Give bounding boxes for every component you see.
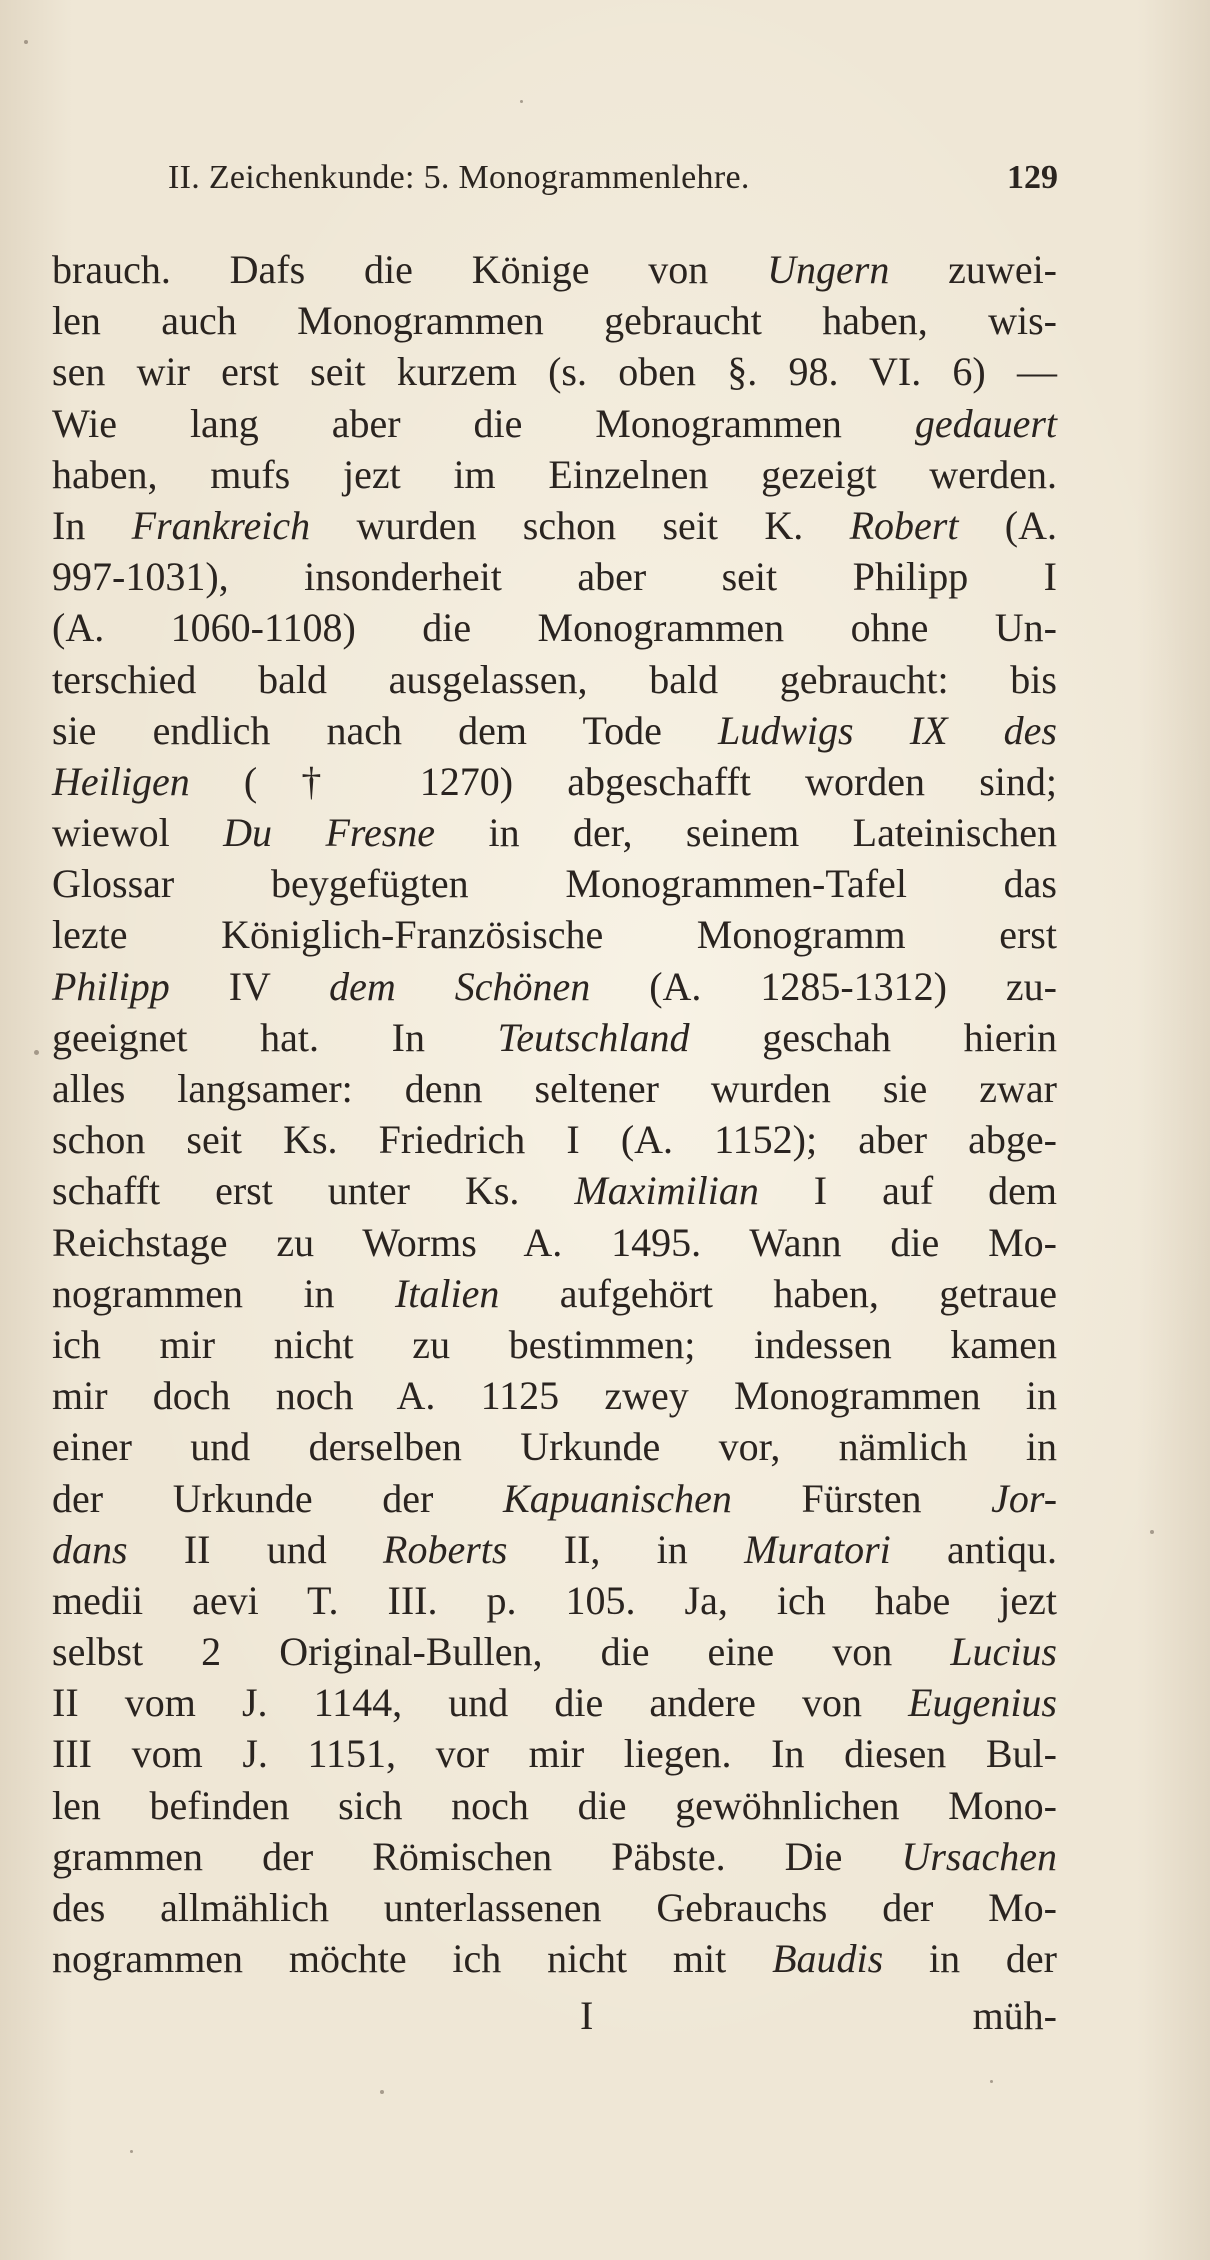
text-run: brauch. Dafs die Könige von [52, 247, 768, 292]
italic-text: Maximilian [574, 1168, 759, 1214]
text-line [52, 1217, 1057, 1268]
text-run: terschied bald ausgelassen, bald gebraucht: bis [52, 656, 1057, 702]
text-line [52, 1473, 1057, 1524]
text-run: II vom J. 1144, und die andere von [52, 1680, 909, 1726]
text-run: wurden schon seit K. [310, 502, 850, 548]
italic-text: Philipp [52, 963, 170, 1009]
italic-text: Italien [394, 1270, 500, 1316]
text-run: zuwei- [889, 247, 1057, 292]
text-run: wiewol [52, 810, 224, 856]
text-run: einer und derselben Urkunde vor, nämlich in [52, 1424, 1057, 1470]
text-line [52, 1012, 1057, 1063]
text-line [52, 449, 1057, 500]
paper-speck [380, 2090, 384, 2094]
text-line [52, 1063, 1057, 1114]
italic-text: Eugenius [908, 1680, 1057, 1726]
text-run: aufgehört haben, getraue [499, 1270, 1058, 1316]
text-run: II, in [507, 1526, 745, 1572]
text-line [52, 1728, 1057, 1779]
text-line [52, 654, 1057, 705]
text-run: antiqu. [890, 1526, 1058, 1572]
text-run: 997-1031), insonderheit aber seit Philipp I [52, 554, 1057, 600]
text-line [52, 1831, 1057, 1882]
text-run: (A. [958, 502, 1058, 548]
text-run: Wie lang aber die Monogrammen [52, 400, 915, 446]
text-line [52, 346, 1057, 397]
page-footer [52, 1990, 1057, 2041]
text-line [52, 756, 1057, 807]
text-run: (A. 1285-1312) zu- [590, 963, 1057, 1009]
text-line [52, 858, 1057, 909]
italic-text: Frankreich [131, 502, 311, 548]
text-run: in der [883, 1936, 1058, 1982]
italic-text: Ludwigs IX des [718, 707, 1057, 753]
text-run: alles langsamer: denn seltener wurden sie zwar [52, 1066, 1057, 1111]
text-run: mir doch noch A. 1125 zwey Monogrammen in [52, 1373, 1057, 1419]
text-run: I auf dem [758, 1168, 1058, 1214]
text-run: der Urkunde der [52, 1475, 504, 1521]
text-run: geeignet hat. In [52, 1014, 498, 1060]
text-run: des allmählich unterlassenen Gebrauchs der Mo- [52, 1885, 1057, 1930]
text-line [52, 1524, 1057, 1575]
catchword: müh- [972, 1993, 1057, 2038]
text-run: Fürsten [731, 1475, 992, 1521]
text-line [52, 1421, 1057, 1472]
body-text [52, 244, 1057, 1984]
text-run: grammen der Römischen Päbste. Die [52, 1833, 902, 1879]
text-line [52, 1165, 1057, 1216]
italic-text: Kapuanischen [503, 1475, 732, 1521]
text-run: selbst 2 Original-Bullen, die eine von [52, 1629, 951, 1675]
italic-text: Muratori [744, 1526, 891, 1572]
italic-text: Roberts [383, 1526, 508, 1572]
paper-speck [130, 2150, 133, 2153]
text-run: sie endlich nach dem Tode [52, 707, 718, 753]
text-line [52, 551, 1057, 602]
text-run: ich mir nicht zu bestimmen; indessen kamen [52, 1321, 1057, 1367]
running-title: II. Zeichenkunde: 5. Monogrammenlehre. [168, 159, 750, 196]
text-run: schon seit Ks. Friedrich I (A. 1152); aber abge- [52, 1117, 1057, 1163]
text-line [52, 1626, 1057, 1677]
text-line [52, 909, 1057, 960]
italic-text: dans [52, 1526, 128, 1572]
italic-text: Du Fresne [223, 810, 436, 856]
italic-text: Ungern [767, 247, 890, 292]
text-line [52, 1575, 1057, 1626]
text-run: Glossar beygefügten Monogrammen-Tafel das [52, 861, 1057, 907]
page-number: 129 [1007, 159, 1058, 196]
paper-speck [520, 100, 523, 103]
text-run: in der, seinem Lateinischen [435, 810, 1057, 856]
text-run: medii aevi T. III. p. 105. Ja, ich habe jezt [52, 1577, 1057, 1623]
italic-text: Baudis [772, 1936, 884, 1982]
italic-text: Jor- [991, 1475, 1058, 1521]
paper-speck [1150, 1530, 1154, 1534]
text-line [52, 807, 1057, 858]
paper-speck [24, 40, 28, 44]
text-line [52, 244, 1057, 295]
text-line [52, 1780, 1057, 1831]
text-run: IV [169, 963, 330, 1009]
italic-text: Teutschland [497, 1014, 690, 1060]
italic-text: gedauert [914, 400, 1057, 446]
text-line [52, 295, 1057, 346]
text-run: In [52, 502, 132, 548]
text-line [52, 705, 1057, 756]
paper-speck [34, 1050, 39, 1055]
text-run: (A. 1060-1108) die Monogrammen ohne Un- [52, 605, 1057, 651]
text-run: lezte Königlich-Französische Monogramm erst [52, 912, 1057, 958]
text-line [52, 1882, 1057, 1933]
italic-text: Robert [849, 502, 959, 548]
text-line [52, 500, 1057, 551]
italic-text: Heiligen [52, 758, 190, 804]
text-run: len auch Monogrammen gebraucht haben, wis- [52, 298, 1057, 344]
italic-text: Ursachen [901, 1833, 1057, 1879]
signature-mark: I [580, 1993, 594, 2038]
text-line [52, 1370, 1057, 1421]
text-line [52, 1933, 1057, 1984]
paper-speck [990, 2080, 993, 2083]
text-line [52, 1677, 1057, 1728]
text-run: III vom J. 1151, vor mir liegen. In diesen Bul- [52, 1731, 1057, 1777]
text-run: († 1270) abgeschafft worden sind; [189, 758, 1057, 804]
text-run: II und [127, 1526, 384, 1572]
text-run: len befinden sich noch die gewöhnlichen Mono- [52, 1782, 1057, 1828]
text-line [52, 1268, 1057, 1319]
italic-text: dem Schönen [329, 963, 591, 1009]
italic-text: Lucius [950, 1629, 1057, 1675]
text-run: schafft erst unter Ks. [52, 1168, 575, 1214]
text-run: haben, mufs jezt im Einzelnen gezeigt werden. [52, 451, 1057, 497]
text-line [52, 1319, 1057, 1370]
text-run: nogrammen in [52, 1270, 395, 1316]
text-line [52, 961, 1057, 1012]
text-line [52, 398, 1057, 449]
text-line [52, 602, 1057, 653]
running-header [168, 152, 1058, 204]
text-line [52, 1114, 1057, 1165]
text-run: nogrammen möchte ich nicht mit [52, 1936, 773, 1982]
text-run: geschah hierin [689, 1014, 1057, 1060]
text-run: sen wir erst seit kurzem (s. oben §. 98. VI. 6) — [52, 349, 1057, 395]
text-run: Reichstage zu Worms A. 1495. Wann die Mo- [52, 1219, 1057, 1265]
